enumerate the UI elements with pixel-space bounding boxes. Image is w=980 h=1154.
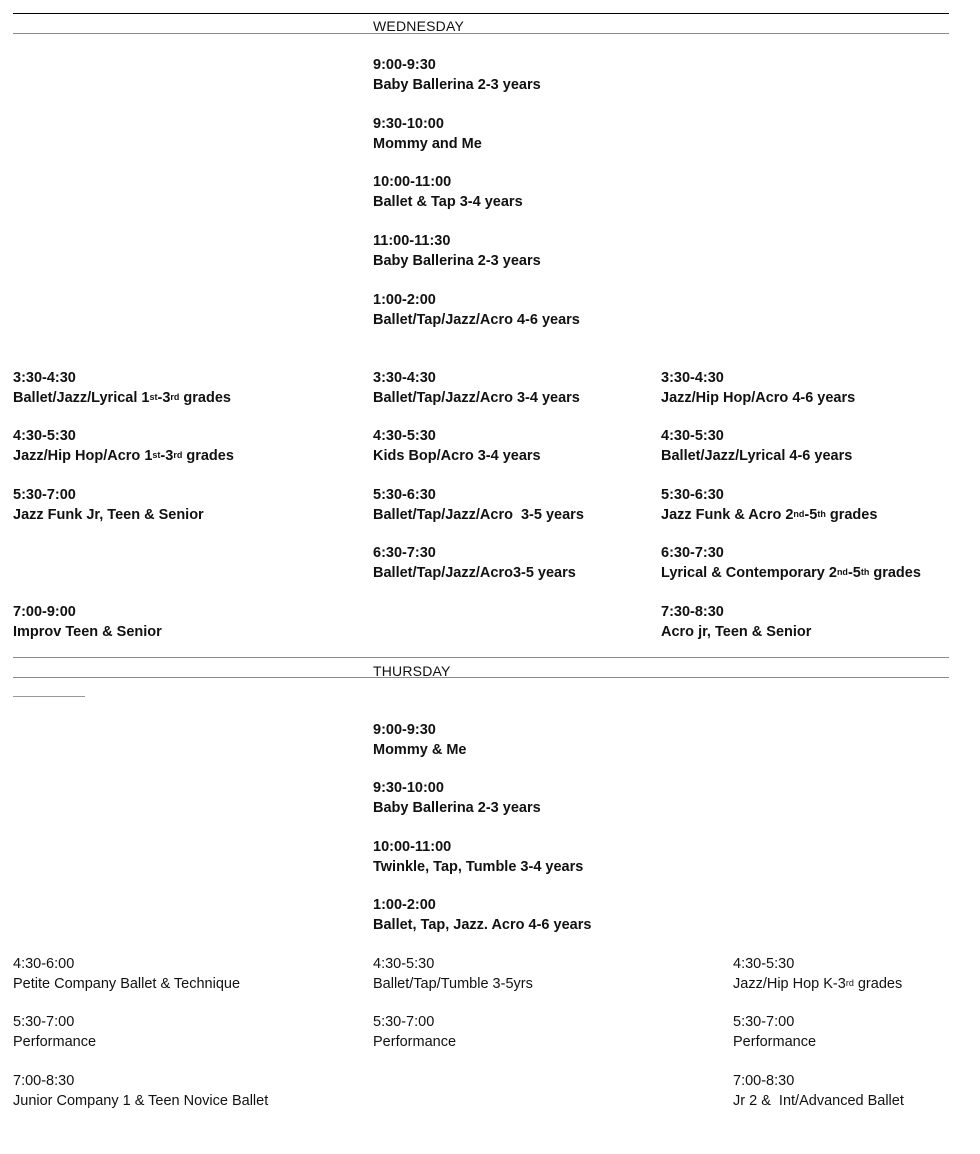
class-time: 1:00-2:00 — [373, 897, 436, 913]
schedule-entry — [13, 427, 234, 466]
schedule-entry — [373, 544, 576, 583]
class-time: 3:30-4:30 — [373, 370, 436, 386]
class-name: Jazz/Hip Hop/Acro 4-6 years — [661, 389, 856, 406]
schedule-entry — [373, 232, 541, 271]
class-name: Jazz/Hip Hop K-3rd grades — [733, 975, 903, 992]
schedule-entry — [373, 838, 583, 877]
schedule-entry — [733, 955, 902, 994]
class-name: Baby Ballerina 2-3 years — [373, 799, 541, 816]
class-name: Ballet/Tap/Jazz/Acro 3-5 years — [373, 506, 584, 523]
class-name: Lyrical & Contemporary 2nd-5th grades — [661, 564, 921, 581]
schedule-entry — [373, 779, 541, 818]
class-name: Performance — [13, 1033, 97, 1050]
schedule-entry — [13, 1013, 96, 1052]
class-time: 3:30-4:30 — [661, 370, 724, 386]
schedule-entry — [373, 173, 523, 212]
class-time: 5:30-6:30 — [661, 487, 724, 503]
schedule-entry — [373, 291, 580, 330]
class-name: Mommy and Me — [373, 135, 482, 152]
class-name: Jazz Funk & Acro 2nd-5th grades — [661, 506, 878, 523]
class-name: Ballet/Jazz/Lyrical 4-6 years — [661, 447, 853, 464]
class-name: Ballet/Tap/Jazz/Acro 4-6 years — [373, 311, 580, 328]
schedule-entry — [373, 369, 580, 408]
class-name: Ballet/Jazz/Lyrical 1st-3rd grades — [13, 389, 231, 406]
schedule-entry — [733, 1013, 816, 1052]
class-time: 5:30-7:00 — [373, 1014, 435, 1030]
class-name: Baby Ballerina 2-3 years — [373, 76, 541, 93]
thursday-top-divider — [13, 657, 949, 658]
class-name: Performance — [373, 1033, 457, 1050]
class-time: 5:30-6:30 — [373, 487, 436, 503]
class-time: 7:00-9:00 — [13, 604, 76, 620]
class-time: 9:30-10:00 — [373, 116, 444, 132]
class-name: Improv Teen & Senior — [13, 623, 162, 640]
class-name: Twinkle, Tap, Tumble 3-4 years — [373, 858, 584, 875]
class-time: 7:00-8:30 — [13, 1073, 75, 1089]
class-name: Acro jr, Teen & Senior — [661, 623, 812, 640]
schedule-entry — [661, 603, 811, 642]
class-name: Performance — [733, 1033, 817, 1050]
schedule-entry — [373, 721, 466, 760]
class-time: 4:30-5:30 — [661, 428, 724, 444]
schedule-entry — [13, 486, 204, 525]
class-name: Ballet & Tap 3-4 years — [373, 193, 523, 210]
schedule-entry — [13, 603, 162, 642]
class-time: 4:30-6:00 — [13, 956, 75, 972]
class-name: Baby Ballerina 2-3 years — [373, 252, 541, 269]
class-time: 5:30-7:00 — [13, 1014, 75, 1030]
class-name: Junior Company 1 & Teen Novice Ballet — [13, 1092, 269, 1109]
class-time: 3:30-4:30 — [13, 370, 76, 386]
class-time: 4:30-5:30 — [373, 428, 436, 444]
class-time: 9:00-9:30 — [373, 57, 436, 73]
schedule-entry — [733, 1072, 904, 1111]
thursday-divider — [13, 677, 949, 678]
schedule-entry — [373, 955, 533, 994]
class-name: Ballet/Tap/Jazz/Acro 3-4 years — [373, 389, 580, 406]
class-name: Jazz/Hip Hop/Acro 1st-3rd grades — [13, 447, 234, 464]
class-time: 4:30-5:30 — [373, 956, 435, 972]
class-time: 4:30-5:30 — [733, 956, 795, 972]
class-time: 10:00-11:00 — [373, 839, 452, 855]
wednesday-heading: WEDNESDAY — [373, 18, 464, 34]
schedule-entry — [373, 427, 541, 466]
schedule-entry — [373, 1013, 456, 1052]
class-name: Mommy & Me — [373, 741, 467, 758]
thursday-heading: THURSDAY — [373, 663, 451, 679]
schedule-entry — [13, 1072, 268, 1111]
class-time: 9:30-10:00 — [373, 780, 444, 796]
class-time: 11:00-11:30 — [373, 233, 451, 249]
class-time: 7:00-8:30 — [733, 1073, 795, 1089]
schedule-entry — [661, 369, 855, 408]
class-name: Ballet/Tap/Tumble 3-5yrs — [373, 975, 533, 992]
schedule-entry — [13, 955, 240, 994]
class-name: Jazz Funk Jr, Teen & Senior — [13, 506, 204, 523]
schedule-entry — [13, 369, 231, 408]
top-divider — [13, 13, 949, 14]
class-name: Kids Bop/Acro 3-4 years — [373, 447, 541, 464]
wednesday-divider — [13, 33, 949, 34]
schedule-entry — [373, 896, 591, 935]
schedule-entry — [661, 427, 852, 466]
class-time: 6:30-7:30 — [373, 545, 436, 561]
class-time: 5:30-7:00 — [13, 487, 76, 503]
class-name: Ballet, Tap, Jazz. Acro 4-6 years — [373, 916, 592, 933]
class-time: 6:30-7:30 — [661, 545, 724, 561]
short-divider — [13, 696, 85, 697]
class-time: 5:30-7:00 — [733, 1014, 795, 1030]
class-name: Ballet/Tap/Jazz/Acro3-5 years — [373, 564, 576, 581]
schedule-entry — [661, 486, 877, 525]
schedule-entry — [373, 115, 482, 154]
schedule-entry — [373, 486, 584, 525]
class-time: 4:30-5:30 — [13, 428, 76, 444]
class-time: 1:00-2:00 — [373, 292, 436, 308]
class-name: Petite Company Ballet & Technique — [13, 975, 241, 992]
class-time: 7:30-8:30 — [661, 604, 724, 620]
class-time: 9:00-9:30 — [373, 722, 436, 738]
class-name: Jr 2 & Int/Advanced Ballet — [733, 1092, 904, 1109]
class-time: 10:00-11:00 — [373, 174, 452, 190]
schedule-entry — [373, 56, 541, 95]
schedule-entry — [661, 544, 921, 583]
